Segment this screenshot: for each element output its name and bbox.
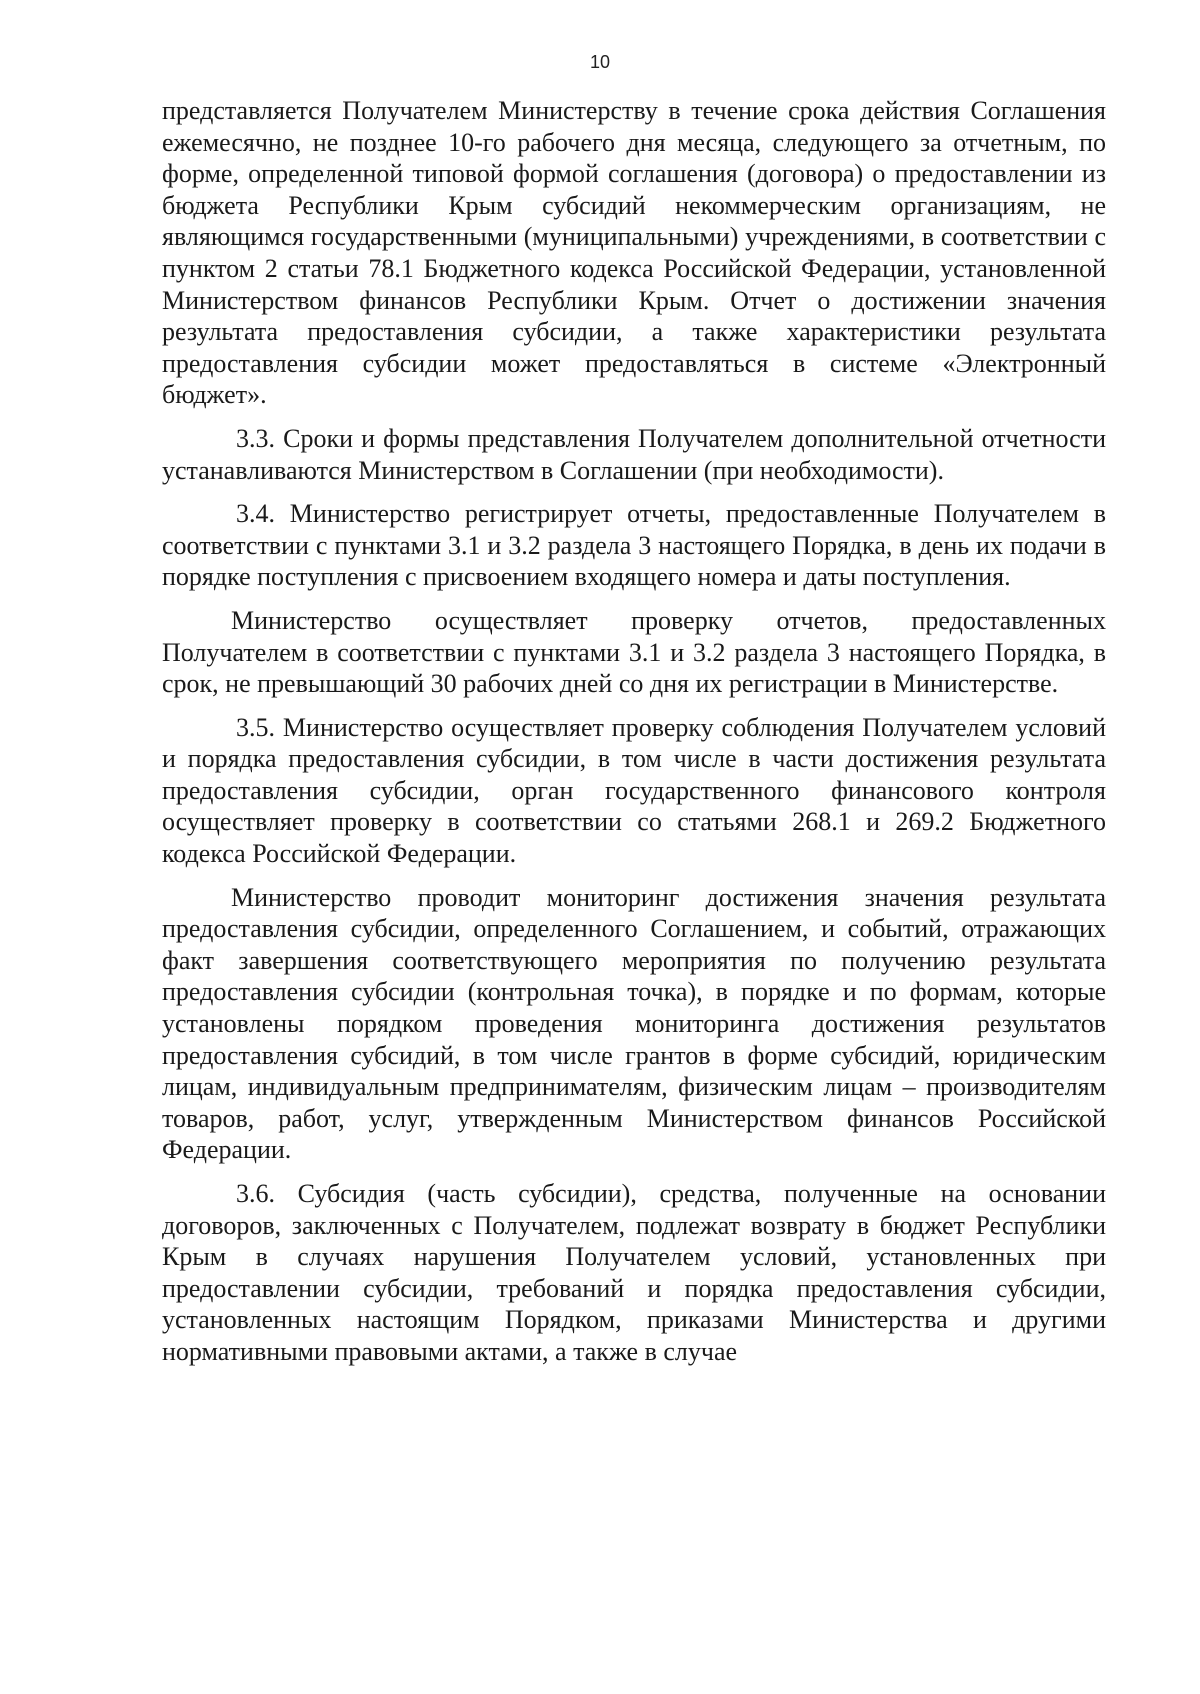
- paragraph-3-3: 3.3. Сроки и формы представления Получателем дополнительной отчетности устанавливаются Министерством в Соглашении (при необходимости).: [162, 423, 1106, 485]
- paragraph-3-4: 3.4. Министерство регистрирует отчеты, предоставленные Получателем в соответствии с пунктами 3.1 и 3.2 раздела 3 настоящего Порядка, в день их подачи в порядке поступления с присвоением входящего номера и даты поступления.: [162, 499, 1106, 592]
- paragraph-3-5: 3.5. Министерство осуществляет проверку соблюдения Получателем условий и порядка предоставления субсидии, в том числе в части достижения результата предоставления субсидии, орган государственного финансового контроля осуществляет проверку в соответствии со статьями 268.1 и 269.2 Бюджетного кодекса Российской Федерации.: [162, 712, 1106, 869]
- paragraph-report-check: Министерство осуществляет проверку отчетов, предоставленных Получателем в соответствии с пунктами 3.1 и 3.2 раздела 3 настоящего Порядка, в срок, не превышающий 30 рабочих дней со дня их регистрации в Министерстве.: [162, 605, 1106, 699]
- paragraph-monitoring: Министерство проводит мониторинг достижения значения результата предоставления субсидии, определенного Соглашением, и событий, отражающих факт завершения соответствующего мероприятия по получению результата предоставления субсидии (контрольная точка), в порядке и по формам, которые установлены порядком проведения мониторинга достижения результатов предоставления субсидий, в том числе грантов в форме субсидий, юридическим лицам, индивидуальным предпринимателям, физическим лицам – производителям товаров, работ, услуг, утвержденным Министерством финансов Российской Федерации.: [162, 882, 1106, 1165]
- paragraph-3-6: 3.6. Субсидия (часть субсидии), средства, полученные на основании договоров, заключенных с Получателем, подлежат возврату в бюджет Республики Крым в случаях нарушения Получателем условий, установленных при предоставлении субсидии, требований и порядка предоставления субсидии, установленных настоящим Порядком, приказами Министерства и другими нормативными правовыми актами, а также в случае: [162, 1179, 1106, 1366]
- page-number: 10: [589, 52, 611, 72]
- document-body: [162, 95, 1106, 1380]
- paragraph-report-submission: представляется Получателем Министерству в течение срока действия Соглашения ежемесячно, не позднее 10-го рабочего дня месяца, следующего за отчетным, по форме, определенной типовой формой соглашения (договора) о предоставлении из бюджета Республики Крым субсидий некоммерческим организациям, не являющимся государственными (муниципальными) учреждениями, в соответствии с пунктом 2 статьи 78.1 Бюджетного кодекса Российской Федерации, установленной Министерством финансов Республики Крым. Отчет о достижении значения результата предоставления субсидии, а также характеристики результата предоставления субсидии может предоставляться в системе «Электронный бюджет».: [162, 96, 1106, 410]
